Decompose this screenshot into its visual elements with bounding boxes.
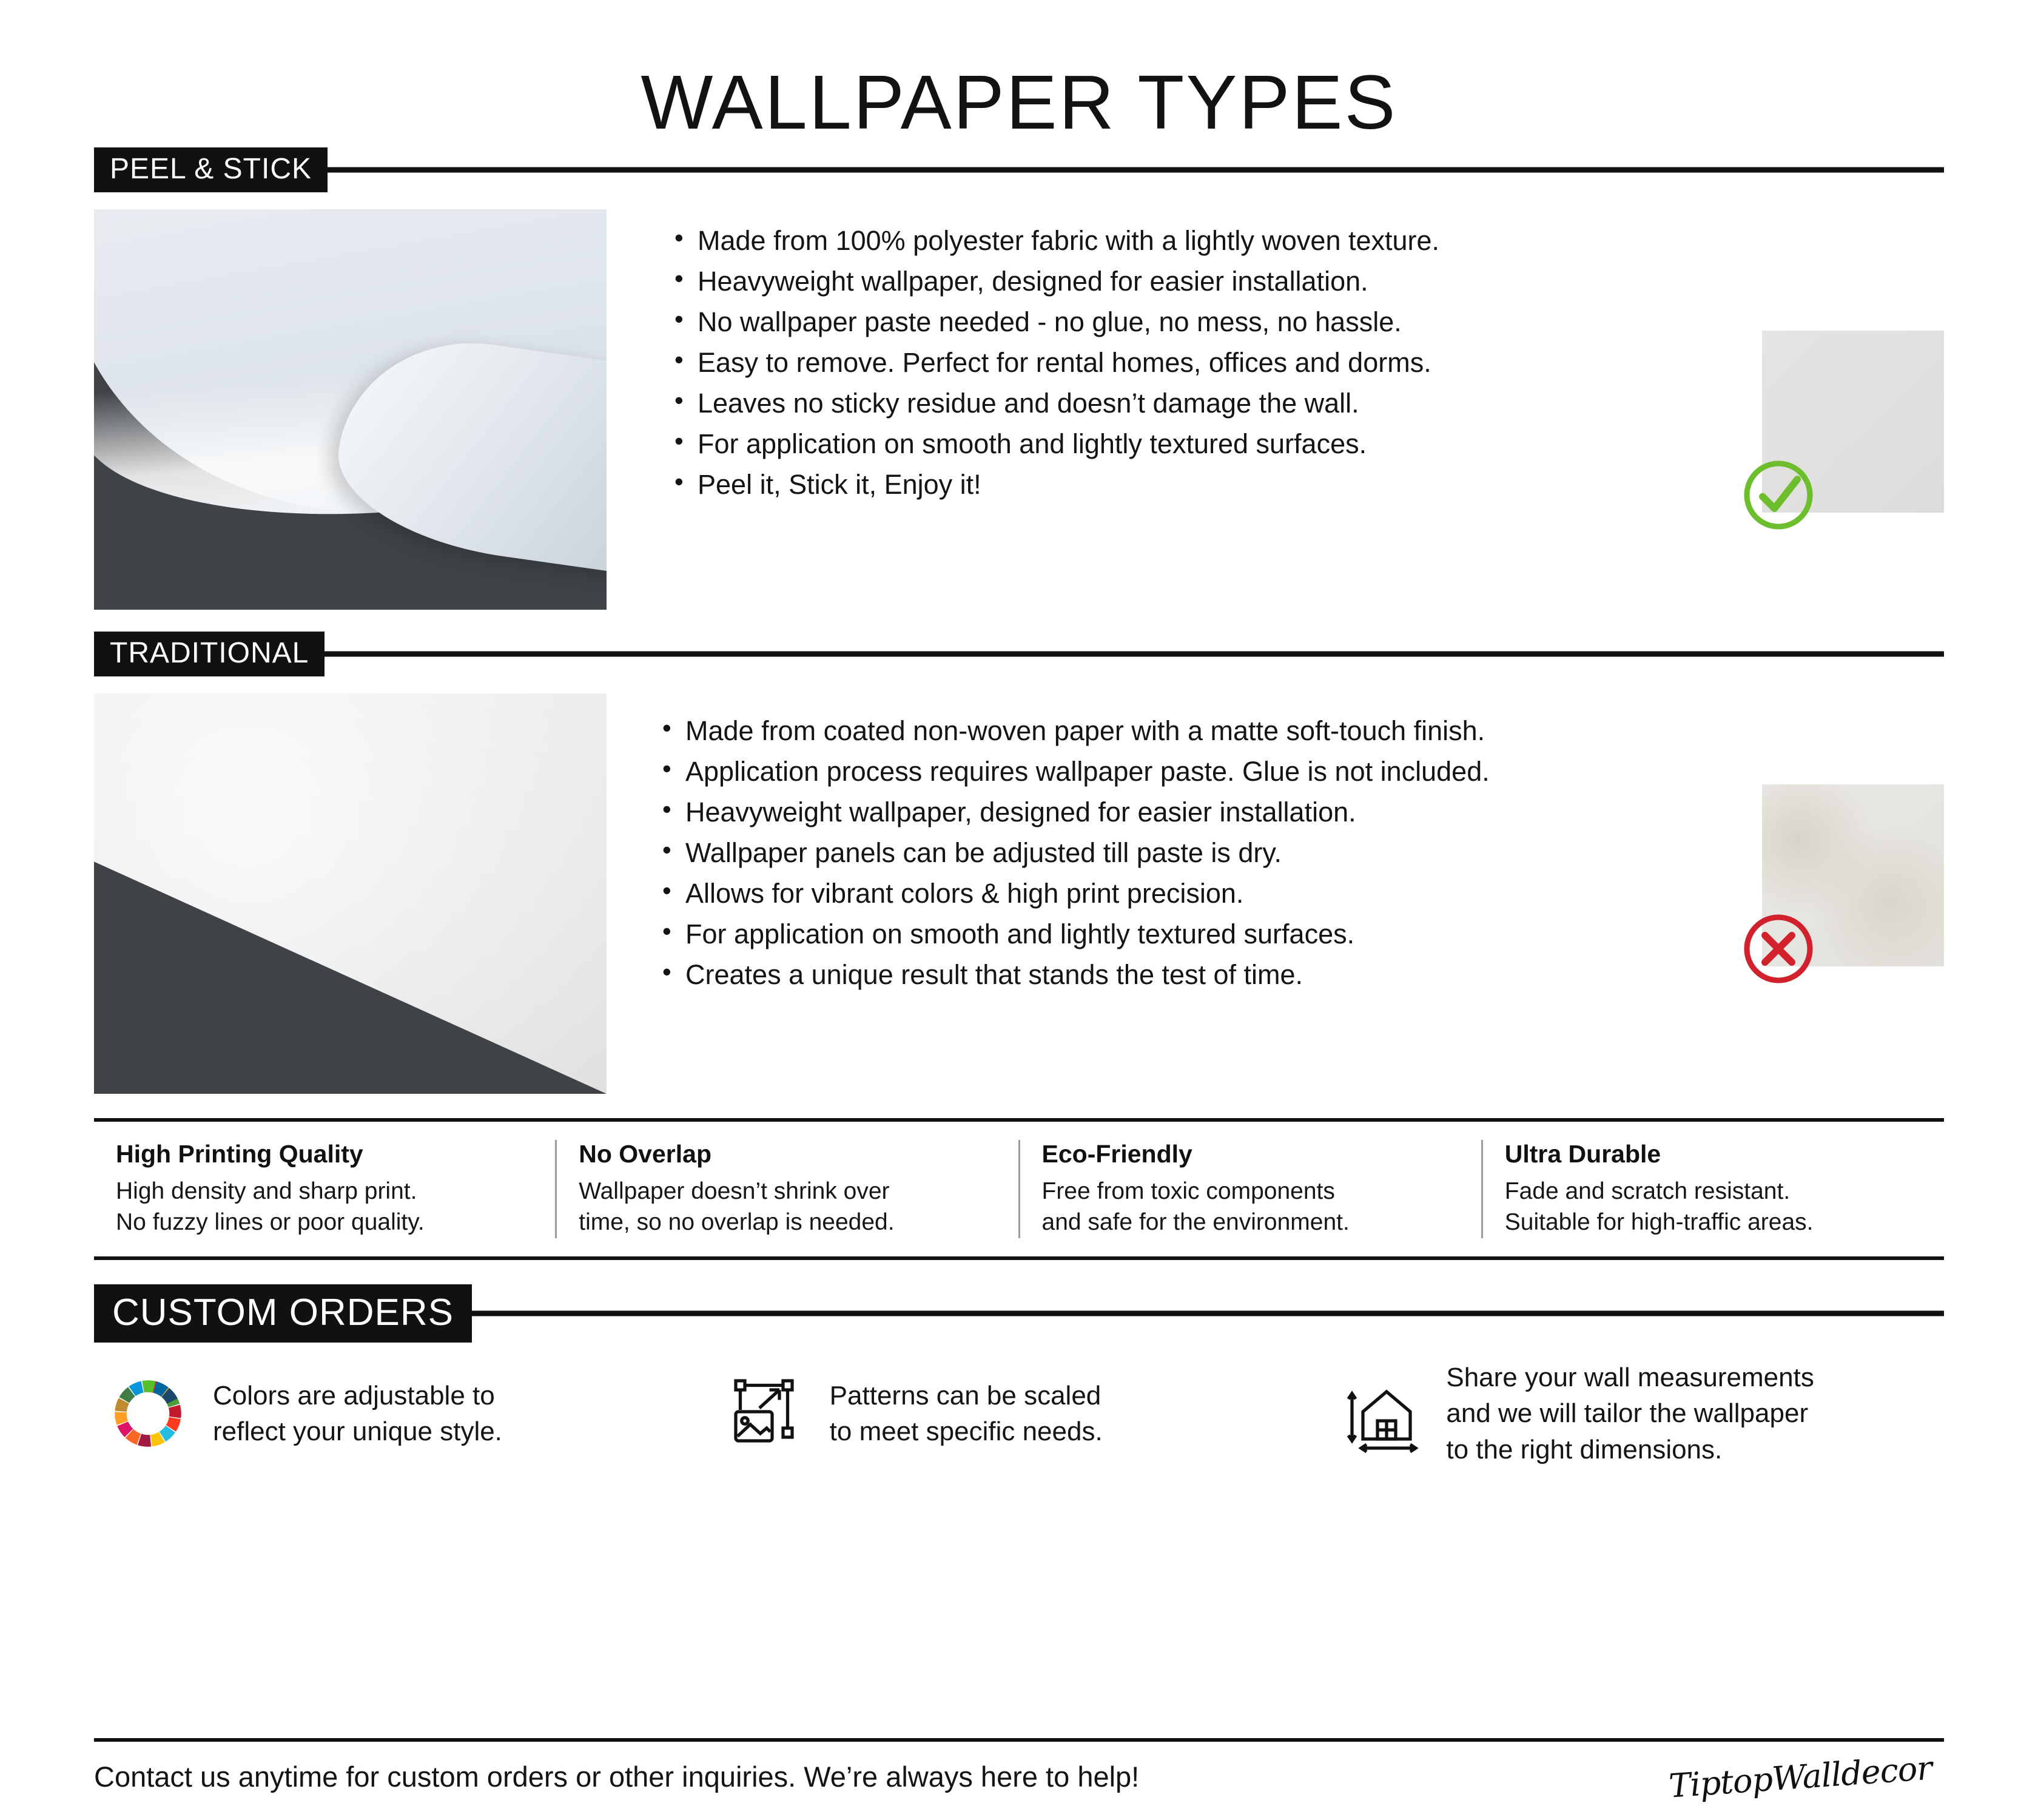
custom-order-colors [94,1368,711,1459]
section-peel-and-stick [94,209,1944,610]
header-rule [94,652,1944,657]
text-line-3: to the right dimensions. [1446,1434,1723,1464]
list-item: • Made from 100% polyester fabric with a lightly woven texture. [673,220,1944,261]
traditional-swatch-group [1762,784,1944,966]
list-item: • Easy to remove. Perfect for rental homes, offices and dorms. [673,342,1944,383]
peel-and-stick-swatch-group [1762,331,1944,513]
text-line-2: to meet specific needs. [829,1417,1103,1447]
text-line-2: and we will tailor the wallpaper [1446,1398,1809,1429]
scale-image-icon [719,1368,810,1459]
section-label-peel-and-stick: PEEL & STICK [94,147,328,192]
section-label-custom-orders: CUSTOM ORDERS [94,1284,472,1343]
text-line-2: reflect your unique style. [213,1417,502,1447]
feature-eco-friendly [1020,1140,1483,1238]
cross-icon [1739,909,1818,988]
feature-line-1: Wallpaper doesn’t shrink over [579,1178,890,1204]
list-item: • Wallpaper panels can be adjusted till paste is dry. [661,832,1944,873]
peel-and-stick-bullets [607,209,1944,610]
traditional-bullets [607,693,1944,1094]
brand-logo: TiptopWalldecor [1667,1748,1933,1805]
text-line-1: Colors are adjustable to [213,1380,495,1410]
feature-high-printing-quality [94,1140,557,1238]
feature-line-1: Free from toxic components [1041,1178,1335,1204]
feature-title: Ultra Durable [1504,1140,1661,1168]
list-item: • For application on smooth and lightly textured surfaces. [661,914,1944,954]
custom-order-scale-text [830,1378,1103,1450]
feature-line-2: time, so no overlap is needed. [579,1209,895,1236]
list-item: • Leaves no sticky residue and doesn’t damage the wall. [673,383,1944,423]
contact-text: Contact us anytime for custom orders or other inquiries. We’re always here to help! [94,1761,1140,1793]
list-item: • Heavyweight wallpaper, designed for easier installation. [673,261,1944,302]
feature-line-1: High density and sharp print. [116,1178,417,1204]
peel-and-stick-photo [94,209,607,610]
features-row [94,1118,1944,1260]
feature-title: High Printing Quality [116,1140,363,1168]
custom-order-colors-text [213,1378,502,1450]
feature-line-1: Fade and scratch resistant. [1504,1178,1791,1204]
section-traditional [94,693,1944,1094]
text-line-1: Patterns can be scaled [829,1380,1101,1410]
custom-order-measurements-text [1446,1360,1814,1468]
list-item: • Creates a unique result that stands the test of time. [661,954,1944,995]
list-item: • Application process requires wallpaper paste. Glue is not included. [661,751,1944,792]
photo-paper [94,693,607,1094]
traditional-photo [94,693,607,1094]
color-wheel-icon [103,1368,193,1459]
feature-ultra-durable [1483,1140,1944,1238]
section-header-peel-and-stick [94,146,1944,194]
feature-no-overlap [557,1140,1020,1238]
custom-order-scale [711,1368,1328,1459]
list-item: • Peel it, Stick it, Enjoy it! [673,464,1944,505]
feature-line-2: Suitable for high-traffic areas. [1504,1209,1814,1236]
list-item: • Made from coated non-woven paper with a matte soft-touch finish. [661,710,1944,751]
section-header-custom-orders [94,1286,1944,1341]
list-item: • Heavyweight wallpaper, designed for easier installation. [661,792,1944,832]
house-measure-icon [1336,1368,1427,1459]
feature-line-2: No fuzzy lines or poor quality. [116,1209,425,1236]
header-rule [94,167,1944,173]
text-line-1: Share your wall measurements [1446,1362,1814,1392]
section-header-traditional [94,630,1944,678]
list-item: • Allows for vibrant colors & high print precision. [661,873,1944,914]
list-item: • For application on smooth and lightly textured surfaces. [673,423,1944,464]
section-label-traditional: TRADITIONAL [94,632,325,676]
feature-title: No Overlap [579,1140,711,1168]
custom-order-measurements [1327,1360,1944,1468]
page-title: WALLPAPER TYPES [641,59,1397,145]
feature-line-2: and safe for the environment. [1041,1209,1350,1236]
check-icon [1739,456,1818,534]
footer [94,1738,1944,1805]
feature-title: Eco-Friendly [1041,1140,1192,1168]
list-item: • No wallpaper paste needed - no glue, no mess, no hassle. [673,302,1944,342]
custom-orders-row [94,1360,1944,1468]
